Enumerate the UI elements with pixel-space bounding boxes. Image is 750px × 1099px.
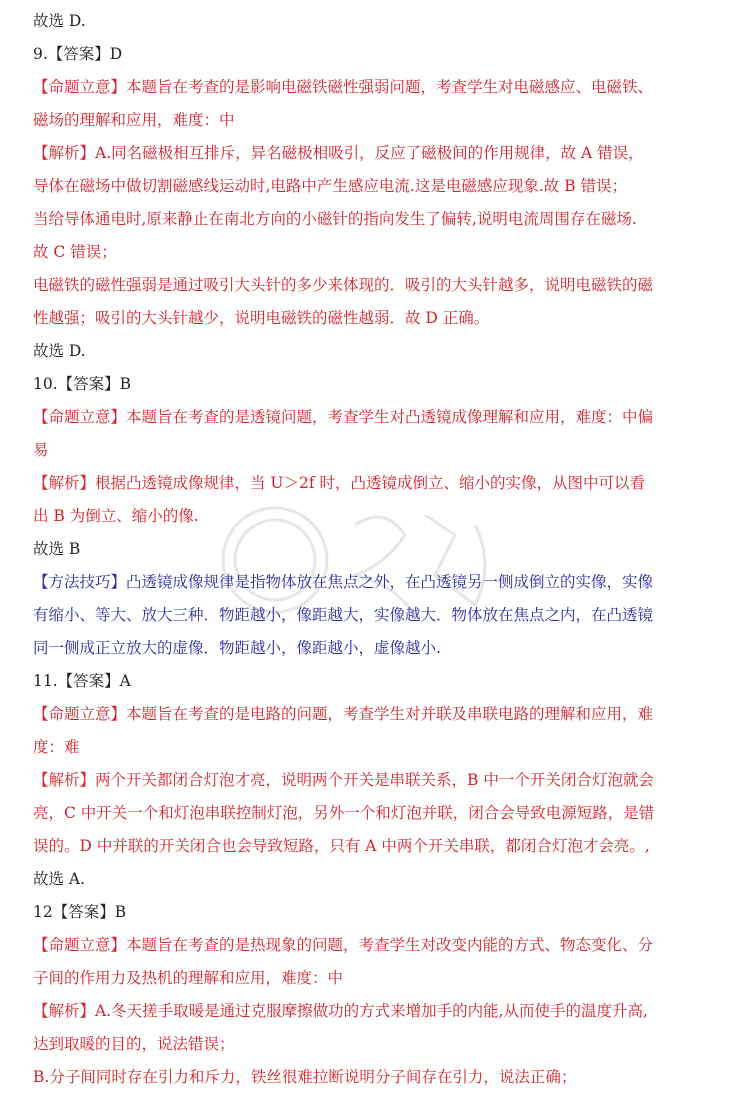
text-line: 故 C 错误； [33, 243, 117, 261]
text-line: 导体在磁场中做切割磁感线运动时,电路中产生感应电流.这是电磁感应现象.故 B 错误； [33, 177, 628, 195]
text-line: 【方法技巧】凸透镜成像规律是指物体放在焦点之外，在凸透镜另一侧成倒立的实像，实像 [33, 573, 654, 591]
text-line: 性越强；吸引的大头针越少，说明电磁铁的磁性越弱．故 D 正确。 [33, 309, 490, 327]
text-line: 故选 D. [33, 12, 86, 30]
text-line: 误的。D 中并联的开关闭合也会导致短路，只有 A 中两个开关串联，都闭合灯泡才会亮。, [33, 837, 650, 855]
text-line: 当给导体通电时,原来静止在南北方向的小磁针的指向发生了偏转,说明电流周围存在磁场. [33, 210, 637, 228]
text-line: 故选 D. [33, 342, 86, 360]
text-line: 【命题立意】本题旨在考查的是电路的问题，考查学生对并联及串联电路的理解和应用，难 [33, 705, 654, 723]
text-line: 出 B 为倒立、缩小的像. [33, 507, 199, 525]
text-line: 【命题立意】本题旨在考查的是影响电磁铁磁性强弱问题，考查学生对电磁感应、电磁铁、 [33, 78, 654, 96]
text-line: B.分子间同时存在引力和斥力，铁丝很难拉断说明分子间存在引力，说法正确； [33, 1068, 577, 1086]
text-line: 同一侧成正立放大的虚像．物距越小，像距越小，虚像越小. [33, 639, 441, 657]
text-line: 12【答案】B [33, 903, 127, 921]
text-line: 【解析】两个开关都闭合灯泡才亮，说明两个开关是串联关系，B 中一个开关闭合灯泡就会 [33, 771, 654, 789]
text-line: 【命题立意】本题旨在考查的是热现象的问题，考查学生对改变内能的方式、物态变化、分 [33, 936, 654, 954]
text-line: 故选 B [33, 540, 81, 558]
text-line: 度：难 [33, 738, 80, 756]
text-line: 达到取暖的目的，说法错误； [33, 1035, 235, 1053]
text-line: 亮，C 中开关一个和灯泡串联控制灯泡，另外一个和灯泡并联，闭合会导致电源短路，是错 [33, 804, 655, 822]
text-line: 电磁铁的磁性强弱是通过吸引大头针的多少来体现的．吸引的大头针越多，说明电磁铁的磁 [33, 276, 654, 294]
text-line: 子间的作用力及热机的理解和应用，难度：中 [33, 969, 344, 987]
text-line: 易 [33, 441, 49, 459]
text-line: 故选 A. [33, 870, 86, 888]
text-line: 10.【答案】B [33, 375, 132, 393]
text-line: 有缩小、等大、放大三种．物距越小，像距越大，实像越大．物体放在焦点之内，在凸透镜 [33, 606, 654, 624]
text-line: 磁场的理解和应用，难度：中 [33, 111, 235, 129]
text-line: 11.【答案】A [33, 672, 131, 690]
text-line: 9.【答案】D [33, 45, 123, 63]
text-line: 【命题立意】本题旨在考查的是透镜问题，考查学生对凸透镜成像理解和应用，难度：中偏 [33, 408, 654, 426]
text-line: 【解析】A.冬天搓手取暖是通过克服摩擦做功的方式来增加手的内能,从而使手的温度升高, [33, 1002, 648, 1020]
text-line: 【解析】A.同名磁极相互排斥，异名磁极相吸引，反应了磁极间的作用规律，故 A 错误， [33, 144, 644, 162]
text-line: 【解析】根据凸透镜成像规律，当 U＞2f 时，凸透镜成倒立、缩小的实像，从图中可以看 [33, 474, 646, 492]
